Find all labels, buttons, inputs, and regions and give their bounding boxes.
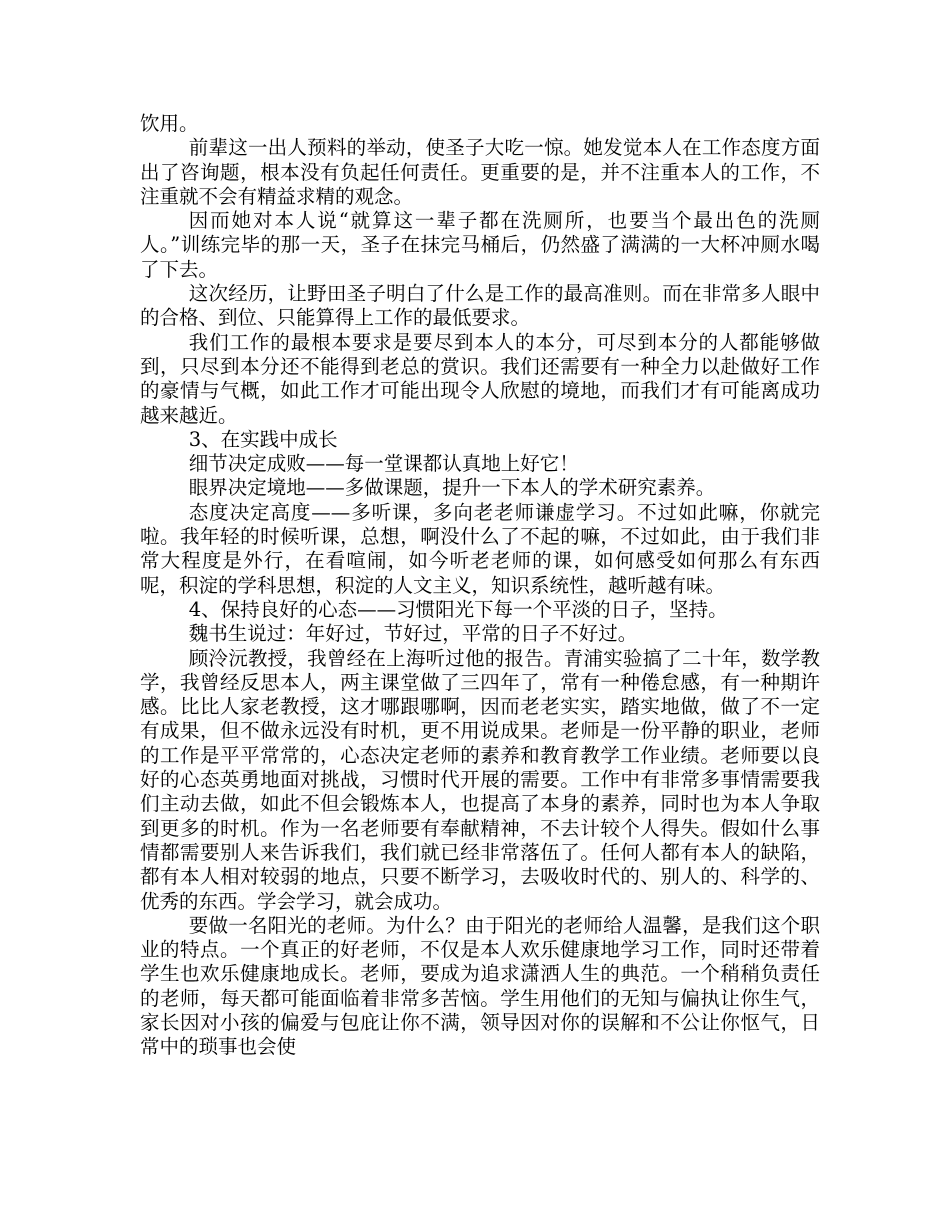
paragraph-gu: 顾泠沅教授，我曾经在上海听过他的报告。青浦实验搞了二十年，数学教学，我曾经反思本人，两主课堂做了三四年了，常有一种倦怠感，有一种期许感。比比人家老教授，这才哪跟哪啊，因而老老实实，踏实地做，做了不一定有成果，但不做永远没有时机，更不用说成果。老师是一份平静的职业，老师的工作是平平常常的，心态决定老师的素养和教育教学工作业绩。老师要以良好的心态英勇地面对挑战，习惯时代开展的需要。工作中有非常多事情需要我们主动去做，如此不但会锻炼本人，也提高了本身的素养，同时也为本人争取到更多的时机。作为一名老师要有奉献精神，不去计较个人得失。假如什么事情都需要别人来告诉我们，我们就已经非常落伍了。任何人都有本人的缺陷，都有本人相对较弱的地点，只要不断学习，去吸收时代的、别人的、科学的、优秀的东西。学会学习，就会成功。 — [140, 646, 820, 913]
paragraph-vision: 眼界决定境地——多做课题，提升一下本人的学术研究素养。 — [188, 476, 716, 500]
paragraph-3: 因而她对本人说“就算这一辈子都在洗厕所，也要当个最出色的洗厕人。”训练完毕的那一天，圣子在抹完马桶后，仍然盛了满满的一大杯冲厕水喝了下去。 — [140, 209, 820, 281]
paragraph-1: 饮用。 — [140, 112, 199, 135]
paragraph-wei: 魏书生说过：年好过，节好过，平常的日子不好过。 — [188, 622, 638, 646]
paragraph-4: 这次经历，让野田圣子明白了什么是工作的最高准则。而在非常多人眼中的合格、到位、只能算得上工作的最低要求。 — [140, 282, 820, 330]
section-heading-4: 4、保持良好的心态——习惯阳光下每一个平淡的日子，坚持。 — [188, 597, 728, 621]
document-body — [140, 112, 820, 1060]
paragraph-sunny-teacher: 要做一名阳光的老师。为什么？由于阳光的老师给人温馨，是我们这个职业的特点。一个真正的好老师，不仅是本人欢乐健康地学习工作，同时还带着学生也欢乐健康地成长。老师，要成为追求潇洒人生的典范。一个稍稍负责任的老师，每天都可能面临着非常多苦恼。学生用他们的无知与偏执让你生气，家长因对小孩的偏爱与包庇让你不满，领导因对你的误解和不公让你怄气，日常中的琐事也会使 — [140, 913, 820, 1059]
paragraph-details: 细节决定成败——每一堂课都认真地上好它！ — [188, 452, 579, 476]
paragraph-5: 我们工作的最根本要求是要尽到本人的本分，可尽到本分的人都能够做到，只尽到本分还不能得到老总的赏识。我们还需要有一种全力以赴做好工作的豪情与气概，如此工作才可能出现令人欣慰的境地，而我们才有可能离成功越来越近。 — [140, 330, 820, 427]
section-heading-3: 3、在实践中成长 — [188, 427, 338, 451]
paragraph-attitude: 态度决定高度——多听课，多向老老师谦虚学习。不过如此嘛，你就完啦。我年轻的时候听课，总想，啊没什么了不起的嘛，不过如此，由于我们非常大程度是外行，在看喧闹，如今听老老师的课，如何感受如何那么有东西呢，积淀的学科思想，积淀的人文主义，知识系统性，越听越有味。 — [140, 500, 820, 597]
paragraph-2: 前辈这一出人预料的举动，使圣子大吃一惊。她发觉本人在工作态度方面出了咨询题，根本没有负起任何责任。更重要的是，并不注重本人的工作，不注重就不会有精益求精的观念。 — [140, 136, 820, 208]
